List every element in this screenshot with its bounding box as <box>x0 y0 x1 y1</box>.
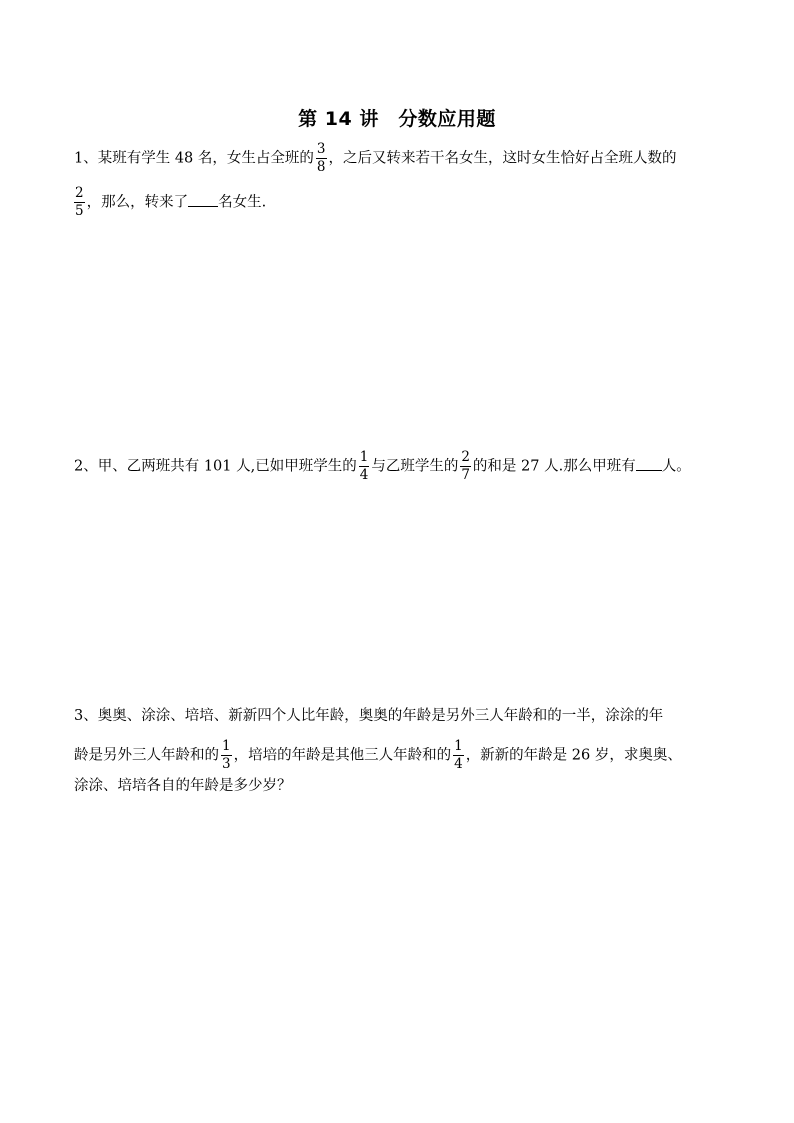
fraction-numerator: 1 <box>454 738 463 754</box>
question-3-fraction-2 <box>453 739 464 772</box>
fraction-numerator: 2 <box>461 449 470 465</box>
question-1-fraction-1 <box>316 142 327 175</box>
question-3-line-1: 3、奥奥、涂涂、培培、新新四个人比年龄，奥奥的年龄是另外三人年龄和的一半，涂涂的年 <box>74 708 664 724</box>
question-1-text-c: ，那么，转来了 <box>86 194 189 211</box>
question-2-text-d: 人。 <box>661 458 691 475</box>
question-1-line-1 <box>74 142 677 175</box>
fraction-numerator: 2 <box>75 185 84 201</box>
page-title: 第 14 讲 分数应用题 <box>298 108 496 130</box>
question-3-line-2 <box>74 739 682 772</box>
question-1-text-b: ，之后又转来若干名女生，这时女生恰好占全班人数的 <box>328 150 677 167</box>
question-1-text-a: 1、某班有学生 48 名，女生占全班的 <box>74 150 314 167</box>
question-1-text-d: 名女生. <box>218 194 267 211</box>
question-1-line-2 <box>74 186 266 219</box>
question-2-text-a: 2、甲、乙两班共有 101 人,已如甲班学生的 <box>74 458 357 475</box>
question-3-line-3: 涂涂、培培各自的年龄是多少岁？ <box>74 778 292 794</box>
fraction-denominator: 5 <box>75 203 84 219</box>
fraction-numerator: 1 <box>222 738 231 754</box>
answer-blank[interactable] <box>636 457 662 471</box>
question-3-text-a: 龄是另外三人年龄和的 <box>74 747 219 764</box>
question-1-fraction-2 <box>74 186 85 219</box>
question-2-text-b: 与乙班学生的 <box>371 458 459 475</box>
fraction-denominator: 4 <box>454 756 463 772</box>
question-3-fraction-1 <box>221 739 232 772</box>
question-2-fraction-2 <box>460 450 471 483</box>
fraction-denominator: 7 <box>461 467 470 483</box>
question-2-line-1 <box>74 450 691 483</box>
answer-blank[interactable] <box>188 193 218 207</box>
question-2-text-c: 的和是 27 人.那么甲班有 <box>472 458 636 475</box>
fraction-numerator: 3 <box>316 141 326 157</box>
question-3-text-b: ，培培的年龄是其他三人年龄和的 <box>233 747 452 764</box>
question-2-fraction-1 <box>359 450 370 483</box>
fraction-denominator: 4 <box>359 467 369 483</box>
fraction-denominator: 8 <box>316 159 326 175</box>
fraction-denominator: 3 <box>222 756 231 772</box>
question-3-text-c: ，新新的年龄是 26 岁，求奥奥、 <box>465 747 682 764</box>
fraction-numerator: 1 <box>359 449 369 465</box>
